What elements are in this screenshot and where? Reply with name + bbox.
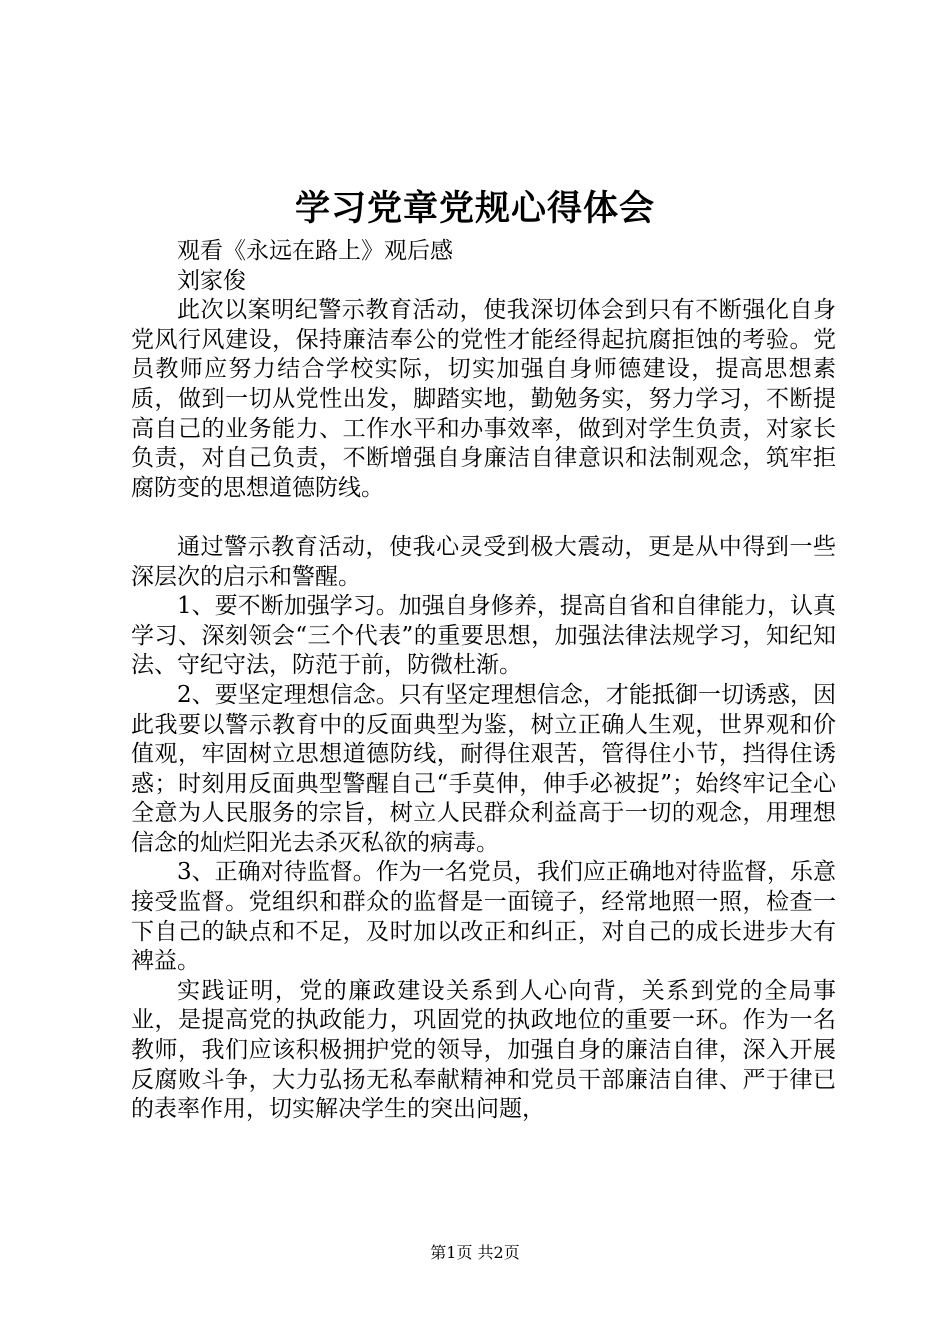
- document-body: [131, 237, 836, 1125]
- paragraph: 此次以案明纪警示教育活动，使我深切体会到只有不断强化自身党风行风建设，保持廉洁奉公的党性才能经得起抗腐拒蚀的考验。党员教师应努力结合学校实际，切实加强自身师德建设，提高思想素质，做到一切从党性出发，脚踏实地，勤勉务实，努力学习，不断提高自己的业务能力、工作水平和办事效率，做到对学生负责，对家长负责，对自己负责，不断增强自身廉洁自律意识和法制观念，筑牢拒腐防变的思想道德防线。: [131, 297, 836, 501]
- paragraph: 实践证明，党的廉政建设关系到人心向背，关系到党的全局事业，是提高党的执政能力，巩固党的执政地位的重要一环。作为一名教师，我们应该积极拥护党的领导，加强自身的廉洁自律，深入开展反腐败斗争，大力弘扬无私奉献精神和党员干部廉洁自律、严于律已的表率作用，切实解决学生的突出问题，: [131, 977, 836, 1123]
- document-title: 学习党章党规心得体会: [294, 188, 655, 229]
- document-subtitle: 观看《永远在路上》观后感: [177, 238, 453, 264]
- paragraph: 2、要坚定理想信念。只有坚定理想信念，才能抵御一切诱惑，因此我要以警示教育中的反面典型为鉴，树立正确人生观，世界观和价值观，牢固树立思想道德防线，耐得住艰苦，管得住小节，挡得住诱惑；时刻用反面典型警醒自己“手莫伸，伸手必被捉”；始终牢记全心全意为人民服务的宗旨，树立人民群众利益高于一切的观念，用理想信念的灿烂阳光去杀灭私欲的病毒。: [131, 681, 836, 856]
- paragraph: 3、正确对待监督。作为一名党员，我们应正确地对待监督，乐意接受监督。党组织和群众的监督是一面镜子，经常地照一照，检查一下自己的缺点和不足，及时加以改正和纠正，对自己的成长进步大有裨益。: [131, 859, 836, 975]
- page-number-footer: 第1页 共2页: [430, 1243, 520, 1262]
- document-author: 刘家俊: [177, 267, 246, 294]
- paragraph-spacer: [131, 503, 836, 533]
- paragraph: 通过警示教育活动，使我心灵受到极大震动，更是从中得到一些深层次的启示和警醒。: [131, 533, 836, 590]
- paragraph: 1、要不断加强学习。加强自身修养，提高自省和自律能力，认真学习、深刻领会“三个代表”的重要思想，加强法律法规学习，知纪知法、守纪守法，防范于前，防微杜渐。: [131, 593, 836, 679]
